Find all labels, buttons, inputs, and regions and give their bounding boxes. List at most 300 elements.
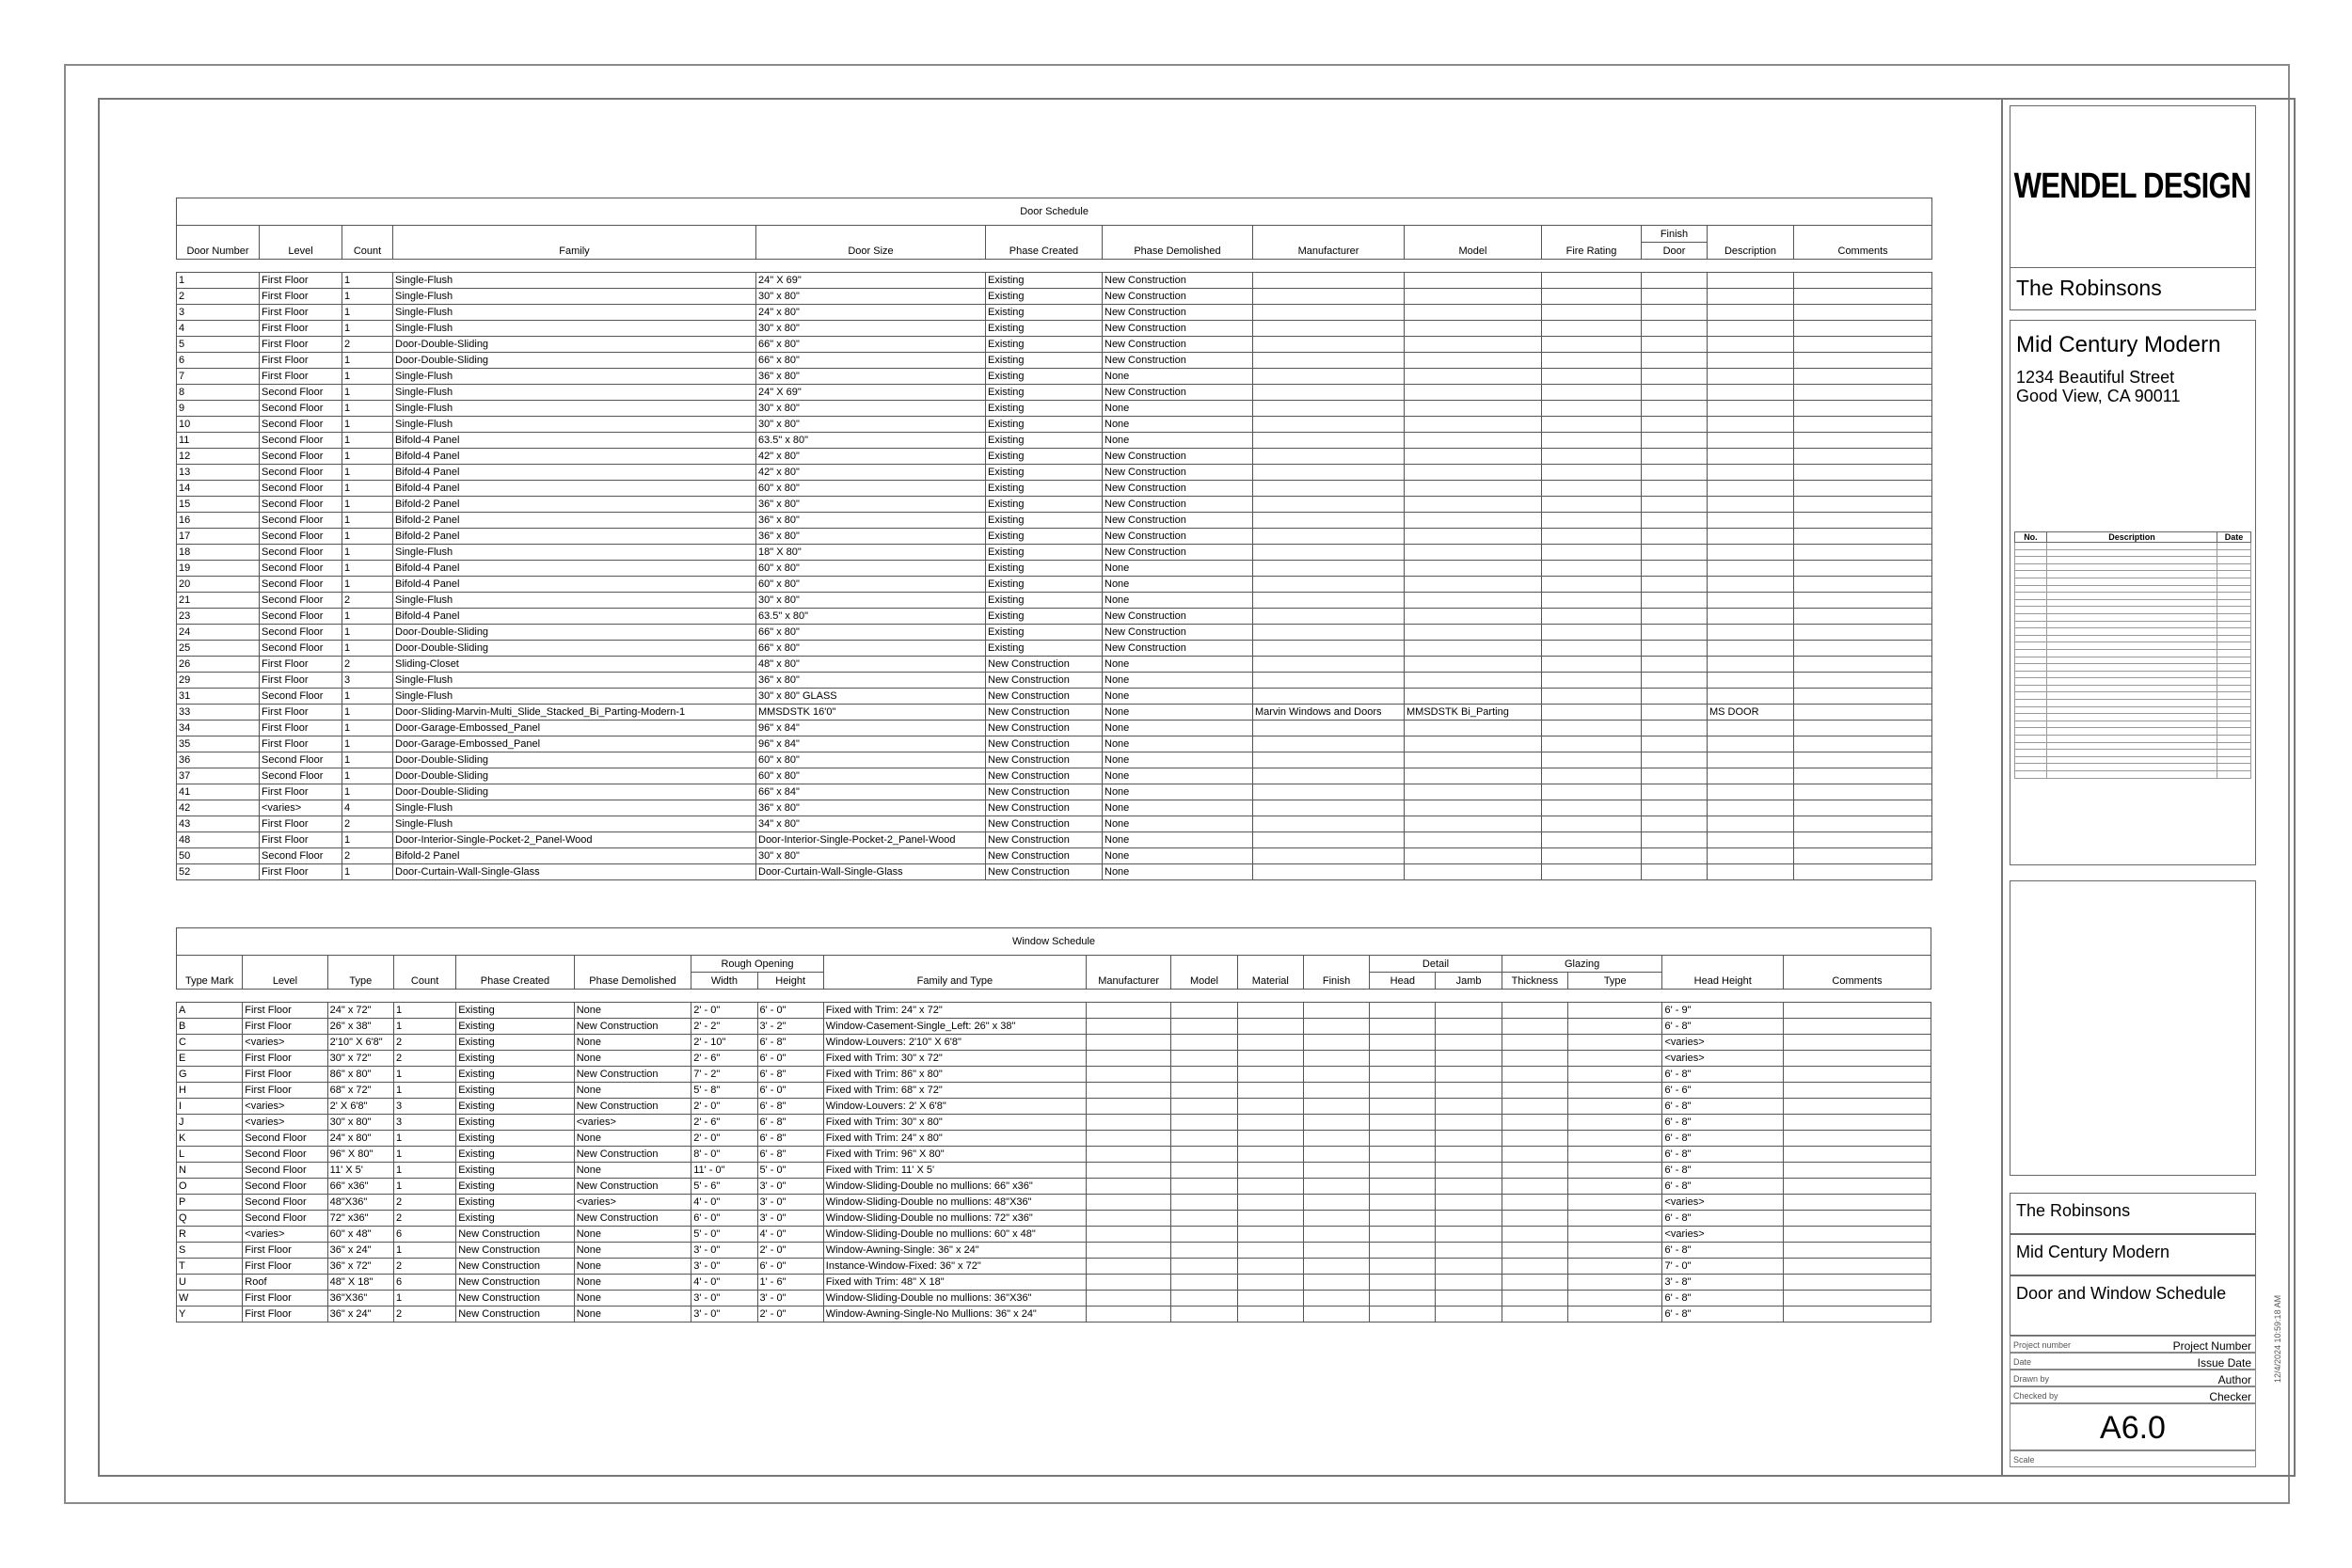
door-cell: Sliding-Closet bbox=[393, 657, 756, 673]
window-cell: <varies> bbox=[243, 1035, 327, 1051]
door-cell bbox=[1542, 561, 1642, 577]
revision-row bbox=[2015, 728, 2251, 736]
window-cell bbox=[1783, 1067, 1931, 1083]
window-cell bbox=[1303, 1179, 1369, 1195]
door-cell bbox=[1405, 497, 1542, 513]
revision-cell bbox=[2217, 657, 2251, 664]
door-cell: First Floor bbox=[260, 721, 342, 736]
window-cell bbox=[1568, 1019, 1662, 1035]
door-cell: First Floor bbox=[260, 337, 342, 353]
revision-cell bbox=[2217, 549, 2251, 557]
door-cell: 1 bbox=[342, 369, 393, 385]
door-row bbox=[177, 369, 1932, 385]
window-cell: I bbox=[177, 1099, 243, 1115]
door-cell: None bbox=[1103, 689, 1253, 705]
window-cell bbox=[1237, 1035, 1303, 1051]
window-cell: New Construction bbox=[456, 1259, 575, 1275]
window-cell: 6' - 8" bbox=[1662, 1067, 1784, 1083]
window-cell: Fixed with Trim: 11' X 5' bbox=[823, 1163, 1086, 1179]
revision-cell bbox=[2217, 756, 2251, 764]
door-cell bbox=[1708, 848, 1794, 864]
door-cell: 1 bbox=[342, 705, 393, 721]
door-cell: 30" x 80" bbox=[756, 289, 986, 305]
window-cell: 6' - 8" bbox=[1662, 1179, 1784, 1195]
revision-cell bbox=[2217, 635, 2251, 642]
door-cell: 1 bbox=[342, 641, 393, 657]
door-cell: Door-Sliding-Marvin-Multi_Slide_Stacked_Bi_Parting-Modern-1 bbox=[393, 705, 756, 721]
revision-cell bbox=[2046, 599, 2217, 607]
window-cell bbox=[1436, 1035, 1502, 1051]
window-cell: 1 bbox=[393, 1243, 455, 1259]
window-cell bbox=[1502, 1131, 1567, 1147]
door-cell bbox=[1253, 736, 1405, 752]
window-cell bbox=[1303, 1211, 1369, 1227]
window-cell bbox=[1171, 1163, 1237, 1179]
window-cell: 6' - 8" bbox=[757, 1035, 823, 1051]
window-cell bbox=[1171, 1275, 1237, 1291]
revision-row bbox=[2015, 621, 2251, 628]
door-row bbox=[177, 625, 1932, 641]
window-cell bbox=[1086, 1099, 1170, 1115]
window-cell bbox=[1436, 1243, 1502, 1259]
window-cell: Existing bbox=[456, 1131, 575, 1147]
door-cell: Single-Flush bbox=[393, 593, 756, 609]
door-cell: Second Floor bbox=[260, 593, 342, 609]
field-project-number: Project number Project Number bbox=[2010, 1336, 2256, 1353]
door-cell: First Floor bbox=[260, 705, 342, 721]
window-cell: Second Floor bbox=[243, 1179, 327, 1195]
revision-cell bbox=[2217, 543, 2251, 550]
window-cell: 36" x 24" bbox=[327, 1243, 393, 1259]
door-row bbox=[177, 800, 1932, 816]
window-cell bbox=[1502, 1067, 1567, 1083]
window-cell bbox=[1237, 1307, 1303, 1323]
door-cell bbox=[1253, 784, 1405, 800]
revision-cell bbox=[2015, 628, 2047, 636]
window-cell bbox=[1086, 1147, 1170, 1163]
door-cell: 1 bbox=[342, 689, 393, 705]
window-cell: 6' - 8" bbox=[1662, 1163, 1784, 1179]
revision-cell bbox=[2046, 678, 2217, 686]
door-cell: 60" x 80" bbox=[756, 561, 986, 577]
window-cell: Fixed with Trim: 86" x 80" bbox=[823, 1067, 1086, 1083]
door-cell bbox=[1708, 736, 1794, 752]
window-cell: 2' - 10" bbox=[691, 1035, 757, 1051]
door-cell: 96" x 84" bbox=[756, 721, 986, 736]
window-cell: 6' - 8" bbox=[757, 1099, 823, 1115]
window-cell bbox=[1568, 1147, 1662, 1163]
window-cell: G bbox=[177, 1067, 243, 1083]
window-cell: 11' - 0" bbox=[691, 1163, 757, 1179]
window-row bbox=[177, 1227, 1931, 1243]
door-cell bbox=[1542, 800, 1642, 816]
window-cell: Fixed with Trim: 30" x 72" bbox=[823, 1051, 1086, 1067]
revision-row bbox=[2015, 578, 2251, 585]
door-cell: Door-Double-Sliding bbox=[393, 752, 756, 768]
revision-cell bbox=[2046, 557, 2217, 564]
window-cell bbox=[1086, 1227, 1170, 1243]
door-cell: 1 bbox=[342, 433, 393, 449]
window-cell: 30" x 80" bbox=[327, 1115, 393, 1131]
window-cell: L bbox=[177, 1147, 243, 1163]
door-cell: Marvin Windows and Doors bbox=[1253, 705, 1405, 721]
window-cell bbox=[1783, 1275, 1931, 1291]
door-cell: 1 bbox=[342, 513, 393, 529]
door-cell: Door-Curtain-Wall-Single-Glass bbox=[393, 864, 756, 880]
window-cell: 6' - 8" bbox=[757, 1147, 823, 1163]
window-col-header: Phase Demolished bbox=[574, 956, 691, 990]
door-cell: Existing bbox=[986, 353, 1103, 369]
door-cell: Single-Flush bbox=[393, 289, 756, 305]
door-cell bbox=[1542, 736, 1642, 752]
door-cell bbox=[1253, 353, 1405, 369]
window-cell: 3' - 0" bbox=[757, 1211, 823, 1227]
window-cell bbox=[1568, 1243, 1662, 1259]
door-cell: 3 bbox=[177, 305, 260, 321]
window-cell: Window-Awning-Single: 36" x 24" bbox=[823, 1243, 1086, 1259]
window-cell bbox=[1502, 1163, 1567, 1179]
print-timestamp: 12/4/2024 10:59:18 AM bbox=[2273, 1294, 2282, 1383]
window-cell bbox=[1171, 1051, 1237, 1067]
revision-row bbox=[2015, 635, 2251, 642]
door-cell: Existing bbox=[986, 369, 1103, 385]
window-cell: J bbox=[177, 1115, 243, 1131]
door-cell: Single-Flush bbox=[393, 321, 756, 337]
window-cell: New Construction bbox=[456, 1227, 575, 1243]
door-row bbox=[177, 305, 1932, 321]
door-cell bbox=[1794, 465, 1932, 481]
window-cell bbox=[1370, 1099, 1436, 1115]
window-cell bbox=[1568, 1099, 1662, 1115]
door-cell bbox=[1253, 657, 1405, 673]
window-cell: Existing bbox=[456, 1211, 575, 1227]
door-cell: 18" X 80" bbox=[756, 545, 986, 561]
door-cell: New Construction bbox=[1103, 305, 1253, 321]
door-cell bbox=[1708, 417, 1794, 433]
revision-cell bbox=[2046, 635, 2217, 642]
door-cell: Existing bbox=[986, 513, 1103, 529]
door-cell: None bbox=[1103, 848, 1253, 864]
window-cell bbox=[1171, 1099, 1237, 1115]
door-cell bbox=[1253, 561, 1405, 577]
door-cell bbox=[1405, 321, 1542, 337]
door-cell bbox=[1642, 369, 1708, 385]
door-cell: 14 bbox=[177, 481, 260, 497]
window-cell: 5' - 0" bbox=[691, 1227, 757, 1243]
door-cell bbox=[1405, 593, 1542, 609]
window-cell: <varies> bbox=[574, 1115, 691, 1131]
door-cell: 20 bbox=[177, 577, 260, 593]
window-cell bbox=[1502, 1099, 1567, 1115]
door-cell bbox=[1642, 657, 1708, 673]
door-cell: New Construction bbox=[986, 768, 1103, 784]
door-cell: None bbox=[1103, 577, 1253, 593]
revision-cell bbox=[2015, 771, 2047, 779]
door-cell: 13 bbox=[177, 465, 260, 481]
door-cell bbox=[1542, 385, 1642, 401]
window-cell: 2 bbox=[393, 1307, 455, 1323]
window-cell: Window-Louvers: 2'10" X 6'8" bbox=[823, 1035, 1086, 1051]
door-col-header: Level bbox=[260, 226, 342, 260]
window-cell bbox=[1436, 1147, 1502, 1163]
window-cell: New Construction bbox=[574, 1179, 691, 1195]
door-cell: 31 bbox=[177, 689, 260, 705]
door-cell bbox=[1708, 529, 1794, 545]
window-col-header: Phase Created bbox=[456, 956, 575, 990]
door-cell bbox=[1794, 513, 1932, 529]
window-cell: A bbox=[177, 1003, 243, 1019]
door-cell: 1 bbox=[342, 497, 393, 513]
window-cell: 3' - 0" bbox=[691, 1307, 757, 1323]
door-cell bbox=[1794, 721, 1932, 736]
door-cell: <varies> bbox=[260, 800, 342, 816]
window-cell: 6' - 0" bbox=[757, 1083, 823, 1099]
door-cell bbox=[1794, 689, 1932, 705]
window-cell bbox=[1568, 1131, 1662, 1147]
window-cell bbox=[1568, 1291, 1662, 1307]
door-cell: 33 bbox=[177, 705, 260, 721]
door-cell bbox=[1253, 465, 1405, 481]
door-cell bbox=[1253, 273, 1405, 289]
window-cell bbox=[1502, 1243, 1567, 1259]
window-cell bbox=[1303, 1051, 1369, 1067]
door-cell bbox=[1708, 768, 1794, 784]
door-cell bbox=[1542, 593, 1642, 609]
window-cell bbox=[1086, 1243, 1170, 1259]
window-cell: 3 bbox=[393, 1099, 455, 1115]
revision-row bbox=[2015, 628, 2251, 636]
door-cell bbox=[1794, 305, 1932, 321]
window-cell bbox=[1783, 1307, 1931, 1323]
door-cell: None bbox=[1103, 673, 1253, 689]
revision-row bbox=[2015, 678, 2251, 686]
window-cell bbox=[1783, 1227, 1931, 1243]
window-cell bbox=[1086, 1163, 1170, 1179]
revision-row bbox=[2015, 664, 2251, 672]
door-cell: MMSDSTK Bi_Parting bbox=[1405, 705, 1542, 721]
door-cell bbox=[1794, 561, 1932, 577]
door-cell bbox=[1642, 832, 1708, 848]
window-cell: H bbox=[177, 1083, 243, 1099]
window-schedule bbox=[176, 927, 1931, 1323]
door-row bbox=[177, 816, 1932, 832]
window-cell bbox=[1370, 1147, 1436, 1163]
door-cell bbox=[1542, 513, 1642, 529]
door-cell: Second Floor bbox=[260, 529, 342, 545]
revision-cell bbox=[2046, 700, 2217, 707]
window-cell bbox=[1370, 1051, 1436, 1067]
window-cell: 3' - 0" bbox=[691, 1291, 757, 1307]
door-cell bbox=[1405, 449, 1542, 465]
door-cell bbox=[1405, 609, 1542, 625]
door-cell bbox=[1642, 449, 1708, 465]
window-cell bbox=[1303, 1019, 1369, 1035]
door-cell: 4 bbox=[342, 800, 393, 816]
door-cell bbox=[1642, 768, 1708, 784]
window-cell: Existing bbox=[456, 1163, 575, 1179]
window-cell: Existing bbox=[456, 1083, 575, 1099]
revision-row bbox=[2015, 657, 2251, 664]
door-cell bbox=[1794, 385, 1932, 401]
revision-cell bbox=[2217, 728, 2251, 736]
door-cell: 8 bbox=[177, 385, 260, 401]
door-cell: Door-Garage-Embossed_Panel bbox=[393, 721, 756, 736]
window-cell: New Construction bbox=[574, 1147, 691, 1163]
door-cell bbox=[1708, 433, 1794, 449]
window-cell bbox=[1237, 1067, 1303, 1083]
revision-cell bbox=[2015, 692, 2047, 700]
window-cell: 36" x 72" bbox=[327, 1259, 393, 1275]
sheet-title: Door and Window Schedule bbox=[2010, 1275, 2256, 1336]
door-cell: 1 bbox=[342, 353, 393, 369]
door-cell: Single-Flush bbox=[393, 673, 756, 689]
door-cell bbox=[1794, 705, 1932, 721]
door-cell: 66" x 80" bbox=[756, 353, 986, 369]
window-cell: 2' - 0" bbox=[691, 1131, 757, 1147]
revision-cell bbox=[2217, 613, 2251, 621]
door-cell bbox=[1708, 273, 1794, 289]
revision-cell bbox=[2046, 613, 2217, 621]
window-row bbox=[177, 1211, 1931, 1227]
door-col-header: Phase Demolished bbox=[1103, 226, 1253, 260]
window-cell: 2 bbox=[393, 1211, 455, 1227]
door-cell: 17 bbox=[177, 529, 260, 545]
window-cell: 7' - 2" bbox=[691, 1067, 757, 1083]
door-cell bbox=[1642, 513, 1708, 529]
window-cell: 48"X36" bbox=[327, 1195, 393, 1211]
door-cell: Existing bbox=[986, 577, 1103, 593]
door-col-header: Fire Rating bbox=[1542, 226, 1642, 260]
window-cell bbox=[1237, 1259, 1303, 1275]
door-cell: Single-Flush bbox=[393, 417, 756, 433]
door-cell: Existing bbox=[986, 385, 1103, 401]
door-cell: First Floor bbox=[260, 273, 342, 289]
window-cell: 6' - 8" bbox=[1662, 1099, 1784, 1115]
window-cell: 66" x36" bbox=[327, 1179, 393, 1195]
revision-row bbox=[2015, 571, 2251, 578]
revision-col-header: No. bbox=[2015, 532, 2047, 543]
revision-cell bbox=[2046, 664, 2217, 672]
door-cell: Second Floor bbox=[260, 641, 342, 657]
window-col-header: Count bbox=[393, 956, 455, 990]
door-cell bbox=[1642, 736, 1708, 752]
window-cell: None bbox=[574, 1163, 691, 1179]
door-cell bbox=[1542, 609, 1642, 625]
window-cell bbox=[1237, 1227, 1303, 1243]
door-cell: New Construction bbox=[986, 848, 1103, 864]
window-cell bbox=[1370, 1131, 1436, 1147]
door-row bbox=[177, 593, 1932, 609]
door-cell: Existing bbox=[986, 289, 1103, 305]
window-cell: R bbox=[177, 1227, 243, 1243]
window-cell: 2' - 6" bbox=[691, 1051, 757, 1067]
door-row bbox=[177, 513, 1932, 529]
door-cell: New Construction bbox=[986, 705, 1103, 721]
window-cell bbox=[1086, 1307, 1170, 1323]
window-cell: C bbox=[177, 1035, 243, 1051]
door-cell bbox=[1405, 545, 1542, 561]
door-cell: New Construction bbox=[1103, 321, 1253, 337]
revision-cell bbox=[2217, 714, 2251, 721]
door-cell bbox=[1708, 832, 1794, 848]
window-cell bbox=[1237, 1291, 1303, 1307]
revision-cell bbox=[2015, 557, 2047, 564]
door-cell bbox=[1794, 625, 1932, 641]
door-cell: 1 bbox=[342, 449, 393, 465]
door-cell bbox=[1405, 784, 1542, 800]
door-cell bbox=[1642, 433, 1708, 449]
door-cell: New Construction bbox=[1103, 625, 1253, 641]
door-row bbox=[177, 273, 1932, 289]
door-cell: Existing bbox=[986, 561, 1103, 577]
door-cell bbox=[1542, 625, 1642, 641]
window-cell bbox=[1303, 1227, 1369, 1243]
window-cell: 1 bbox=[393, 1083, 455, 1099]
door-cell: MS DOOR bbox=[1708, 705, 1794, 721]
door-cell bbox=[1253, 513, 1405, 529]
door-cell: Existing bbox=[986, 449, 1103, 465]
door-cell: 36" x 80" bbox=[756, 513, 986, 529]
window-cell bbox=[1086, 1291, 1170, 1307]
door-cell: 60" x 80" bbox=[756, 768, 986, 784]
door-cell: 4 bbox=[177, 321, 260, 337]
door-cell bbox=[1253, 401, 1405, 417]
door-cell: Single-Flush bbox=[393, 800, 756, 816]
window-cell: 6' - 8" bbox=[1662, 1211, 1784, 1227]
door-cell bbox=[1542, 752, 1642, 768]
door-cell bbox=[1794, 593, 1932, 609]
door-cell bbox=[1253, 848, 1405, 864]
window-cell bbox=[1436, 1275, 1502, 1291]
window-cell bbox=[1237, 1195, 1303, 1211]
window-cell bbox=[1436, 1195, 1502, 1211]
door-cell: 1 bbox=[342, 832, 393, 848]
door-cell: Door-Double-Sliding bbox=[393, 353, 756, 369]
window-cell: 6' - 6" bbox=[1662, 1083, 1784, 1099]
window-cell bbox=[1502, 1083, 1567, 1099]
window-cell: First Floor bbox=[243, 1051, 327, 1067]
door-row bbox=[177, 289, 1932, 305]
door-cell: Second Floor bbox=[260, 625, 342, 641]
door-cell: New Construction bbox=[1103, 529, 1253, 545]
window-row bbox=[177, 1195, 1931, 1211]
door-cell bbox=[1542, 465, 1642, 481]
door-cell: 43 bbox=[177, 816, 260, 832]
door-cell: New Construction bbox=[1103, 481, 1253, 497]
revision-cell bbox=[2046, 593, 2217, 600]
revision-row bbox=[2015, 700, 2251, 707]
door-cell: Bifold-4 Panel bbox=[393, 561, 756, 577]
door-cell: New Construction bbox=[1103, 353, 1253, 369]
door-cell bbox=[1794, 545, 1932, 561]
revision-cell bbox=[2217, 649, 2251, 657]
window-group-header-rough-opening: Rough Opening bbox=[691, 956, 824, 973]
window-cell: 1 bbox=[393, 1003, 455, 1019]
door-cell bbox=[1405, 561, 1542, 577]
window-cell: 1 bbox=[393, 1019, 455, 1035]
window-cell bbox=[1171, 1291, 1237, 1307]
door-cell bbox=[1253, 433, 1405, 449]
door-cell: Existing bbox=[986, 433, 1103, 449]
door-cell bbox=[1642, 609, 1708, 625]
revision-cell bbox=[2046, 607, 2217, 614]
door-row bbox=[177, 561, 1932, 577]
window-cell bbox=[1171, 1147, 1237, 1163]
door-cell bbox=[1405, 353, 1542, 369]
revision-cell bbox=[2217, 585, 2251, 593]
door-cell: First Floor bbox=[260, 321, 342, 337]
window-col-header: Type bbox=[1568, 973, 1662, 990]
